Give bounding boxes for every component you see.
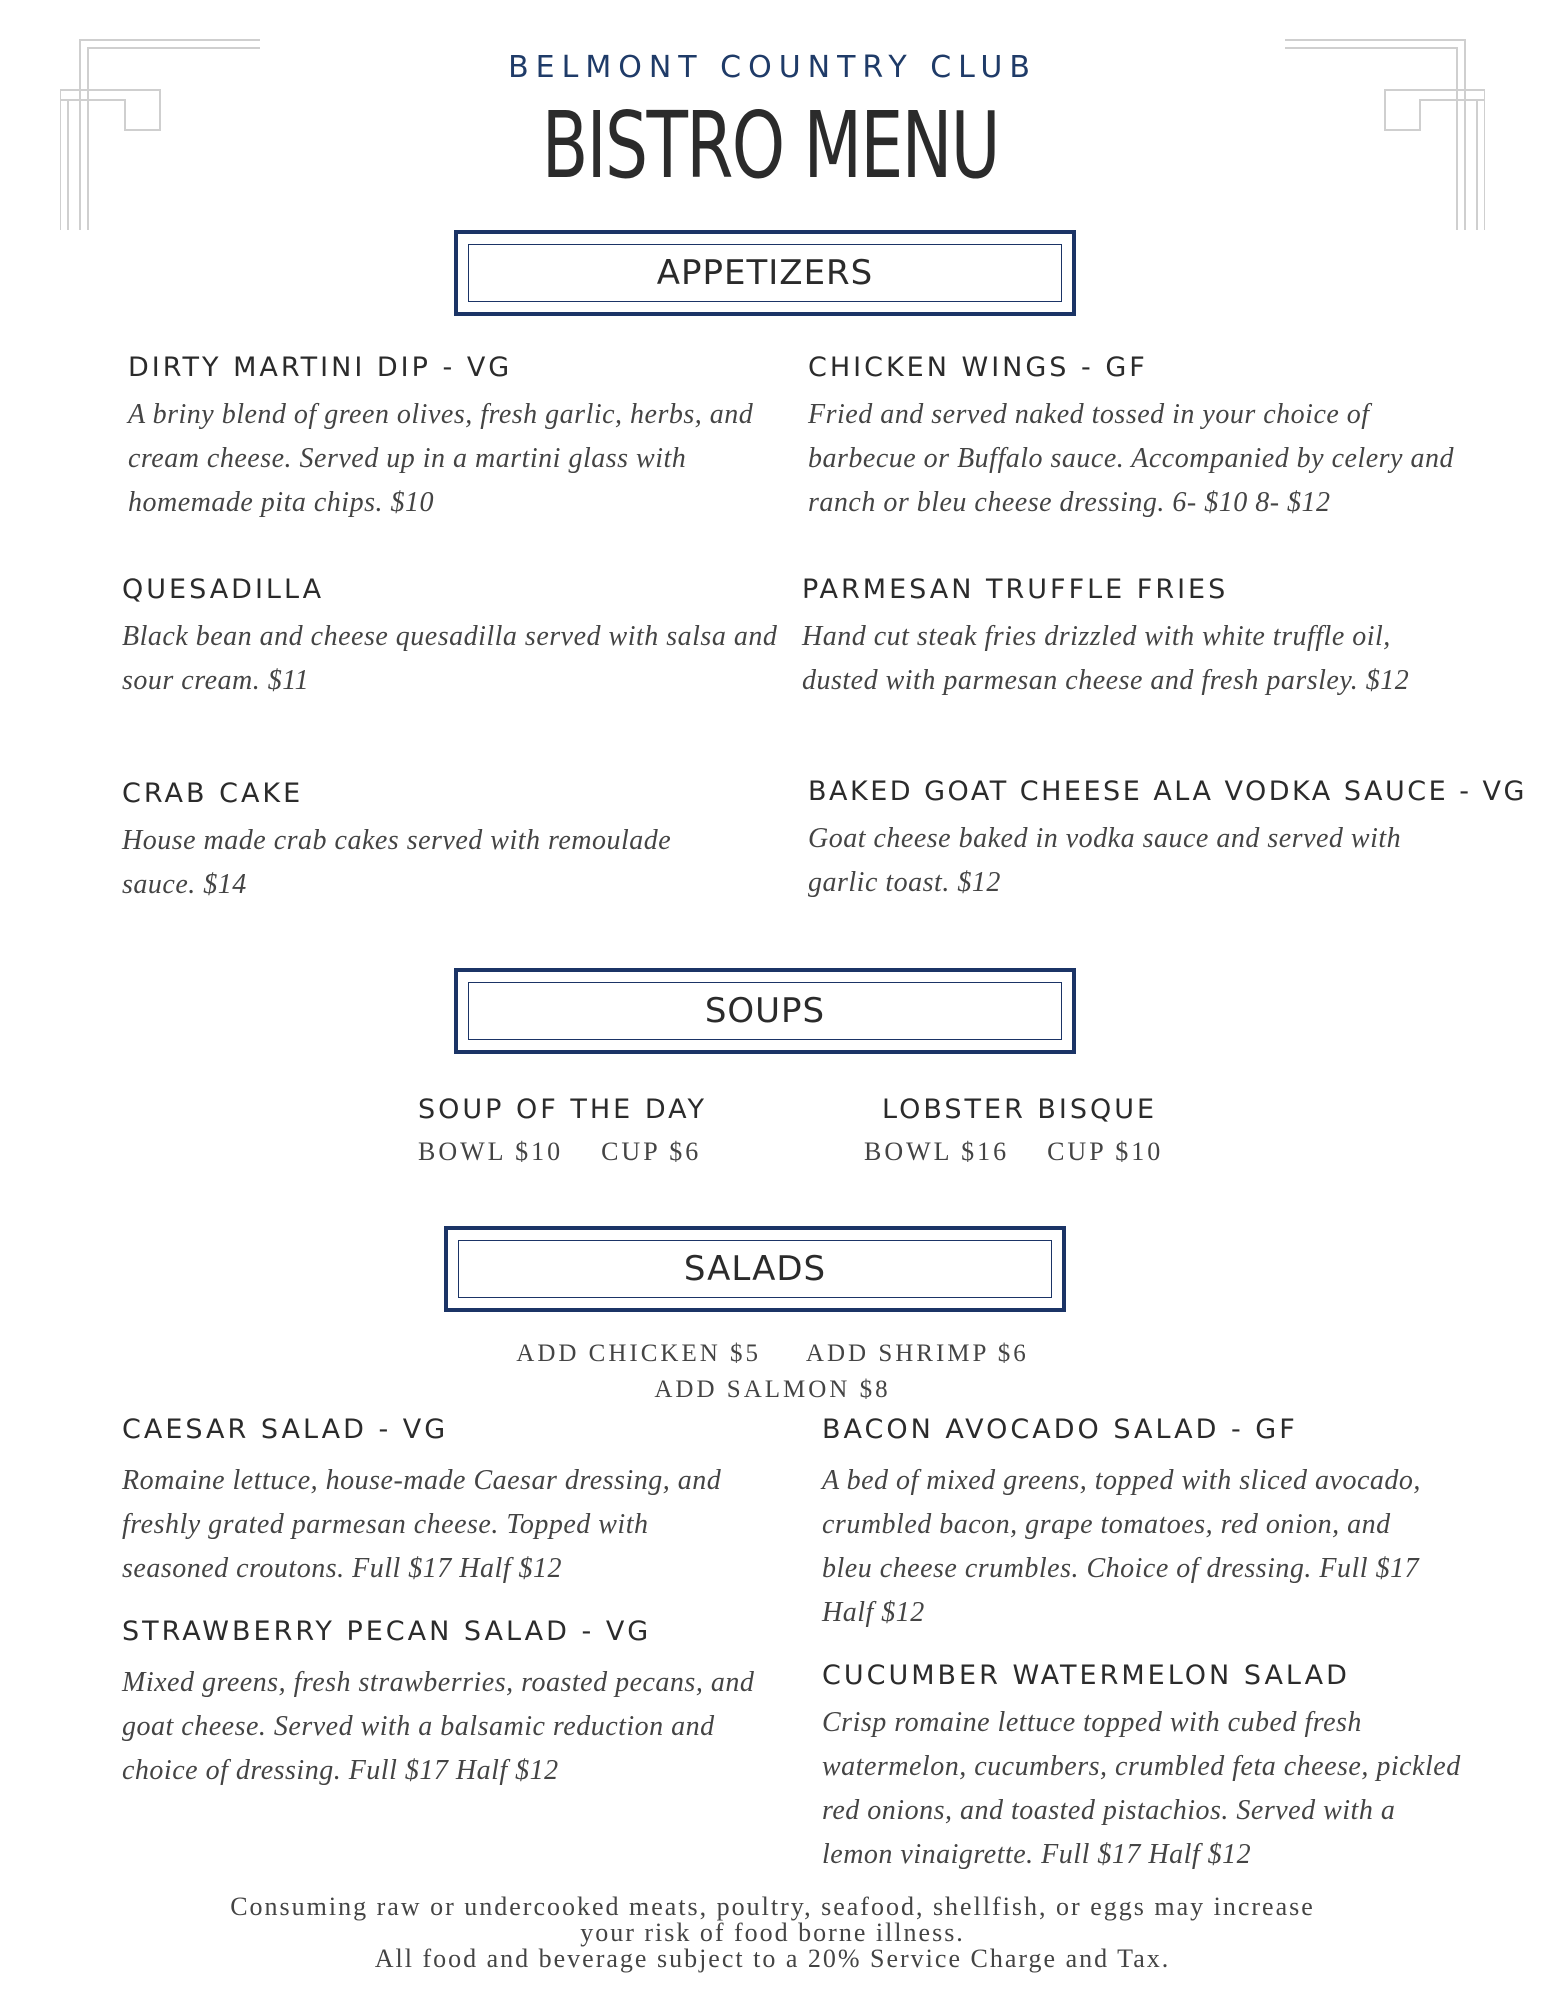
menu-item xyxy=(822,1660,1462,1877)
addons-line: ADD SALMON $8 xyxy=(654,1376,891,1403)
salad-addons xyxy=(0,1336,1545,1408)
item-name: STRAWBERRY PECAN SALAD - VG xyxy=(122,1616,652,1647)
club-name: BELMONT COUNTRY CLUB xyxy=(508,50,1037,85)
item-name: CUCUMBER WATERMELON SALAD xyxy=(822,1660,1350,1691)
item-name: QUESADILLA xyxy=(122,574,325,605)
item-description: Crisp romaine lettuce topped with cubed fresh watermelon, cucumbers, crumbled feta cheese, pickled red onions, and toasted pistachios. Served with a lemon vinaigrette. Full $17 Half $12 xyxy=(822,1707,1461,1870)
item-description: A bed of mixed greens, topped with sliced avocado, crumbled bacon, grape tomatoes, red onion, and bleu cheese crumbles. Choice of dressing. Full $17 Half $12 xyxy=(822,1465,1421,1628)
item-name: BACON AVOCADO SALAD - GF xyxy=(822,1414,1298,1445)
item-name: PARMESAN TRUFFLE FRIES xyxy=(802,574,1229,605)
menu-item xyxy=(122,778,742,907)
item-description: Goat cheese baked in vodka sauce and served with garlic toast. $12 xyxy=(808,823,1402,898)
item-name: DIRTY MARTINI DIP - VG xyxy=(128,352,513,383)
soup-item xyxy=(864,1094,1163,1167)
footer-line: your risk of food borne illness. xyxy=(580,1918,965,1947)
footer-disclaimer xyxy=(0,1894,1545,1972)
menu-item xyxy=(128,352,768,525)
item-description: Fried and served naked tossed in your choice of barbecue or Buffalo sauce. Accompanied by celery and ranch or bleu cheese dressing. 6- $10 8- $12 xyxy=(808,399,1454,518)
item-name: CRAB CAKE xyxy=(122,778,304,809)
menu-item xyxy=(802,574,1422,703)
menu-item xyxy=(808,776,1527,905)
item-description: Hand cut steak fries drizzled with white truffle oil, dusted with parmesan cheese and fresh parsley. $12 xyxy=(802,621,1410,696)
menu-item xyxy=(122,1414,762,1591)
soup-name: SOUP OF THE DAY xyxy=(418,1094,708,1125)
item-description: Mixed greens, fresh strawberries, roasted pecans, and goat cheese. Served with a balsamic reduction and choice of dressing. Full $17 Half $12 xyxy=(122,1667,755,1786)
item-name: BAKED GOAT CHEESE ALA VODKA SAUCE - VG xyxy=(808,776,1527,807)
item-description: House made crab cakes served with remoulade sauce. $14 xyxy=(122,825,672,900)
addons-line: ADD CHICKEN $5 ADD SHRIMP $6 xyxy=(516,1340,1029,1367)
appetizers-heading: APPETIZERS xyxy=(656,253,874,293)
menu-title: BISTRO MENU xyxy=(541,92,999,199)
menu-item xyxy=(808,352,1458,525)
footer-line: Consuming raw or undercooked meats, poultry, seafood, shellfish, or eggs may increase xyxy=(230,1892,1315,1921)
salads-heading: SALADS xyxy=(683,1249,827,1289)
item-description: A briny blend of green olives, fresh garlic, herbs, and cream cheese. Served up in a martini glass with homemade pita chips. $10 xyxy=(128,399,754,518)
menu-item xyxy=(122,574,782,703)
item-description: Black bean and cheese quesadilla served with salsa and sour cream. $11 xyxy=(122,621,778,696)
appetizers-heading-box xyxy=(454,230,1076,316)
soup-price: BOWL $16 CUP $10 xyxy=(864,1137,1164,1166)
salads-heading-box xyxy=(444,1226,1066,1312)
item-description: Romaine lettuce, house-made Caesar dressing, and freshly grated parmesan cheese. Topped with seasoned croutons. Full $17 Half $12 xyxy=(122,1465,722,1584)
footer-line: All food and beverage subject to a 20% Service Charge and Tax. xyxy=(374,1944,1171,1973)
menu-item xyxy=(822,1414,1442,1635)
soups-heading-box xyxy=(454,968,1076,1054)
soup-item xyxy=(418,1094,707,1167)
item-name: CAESAR SALAD - VG xyxy=(122,1414,449,1445)
item-name: CHICKEN WINGS - GF xyxy=(808,352,1148,383)
menu-item xyxy=(122,1616,762,1793)
soup-price: BOWL $10 CUP $6 xyxy=(418,1137,702,1166)
soups-heading: SOUPS xyxy=(704,991,826,1031)
soup-name: LOBSTER BISQUE xyxy=(882,1094,1158,1125)
